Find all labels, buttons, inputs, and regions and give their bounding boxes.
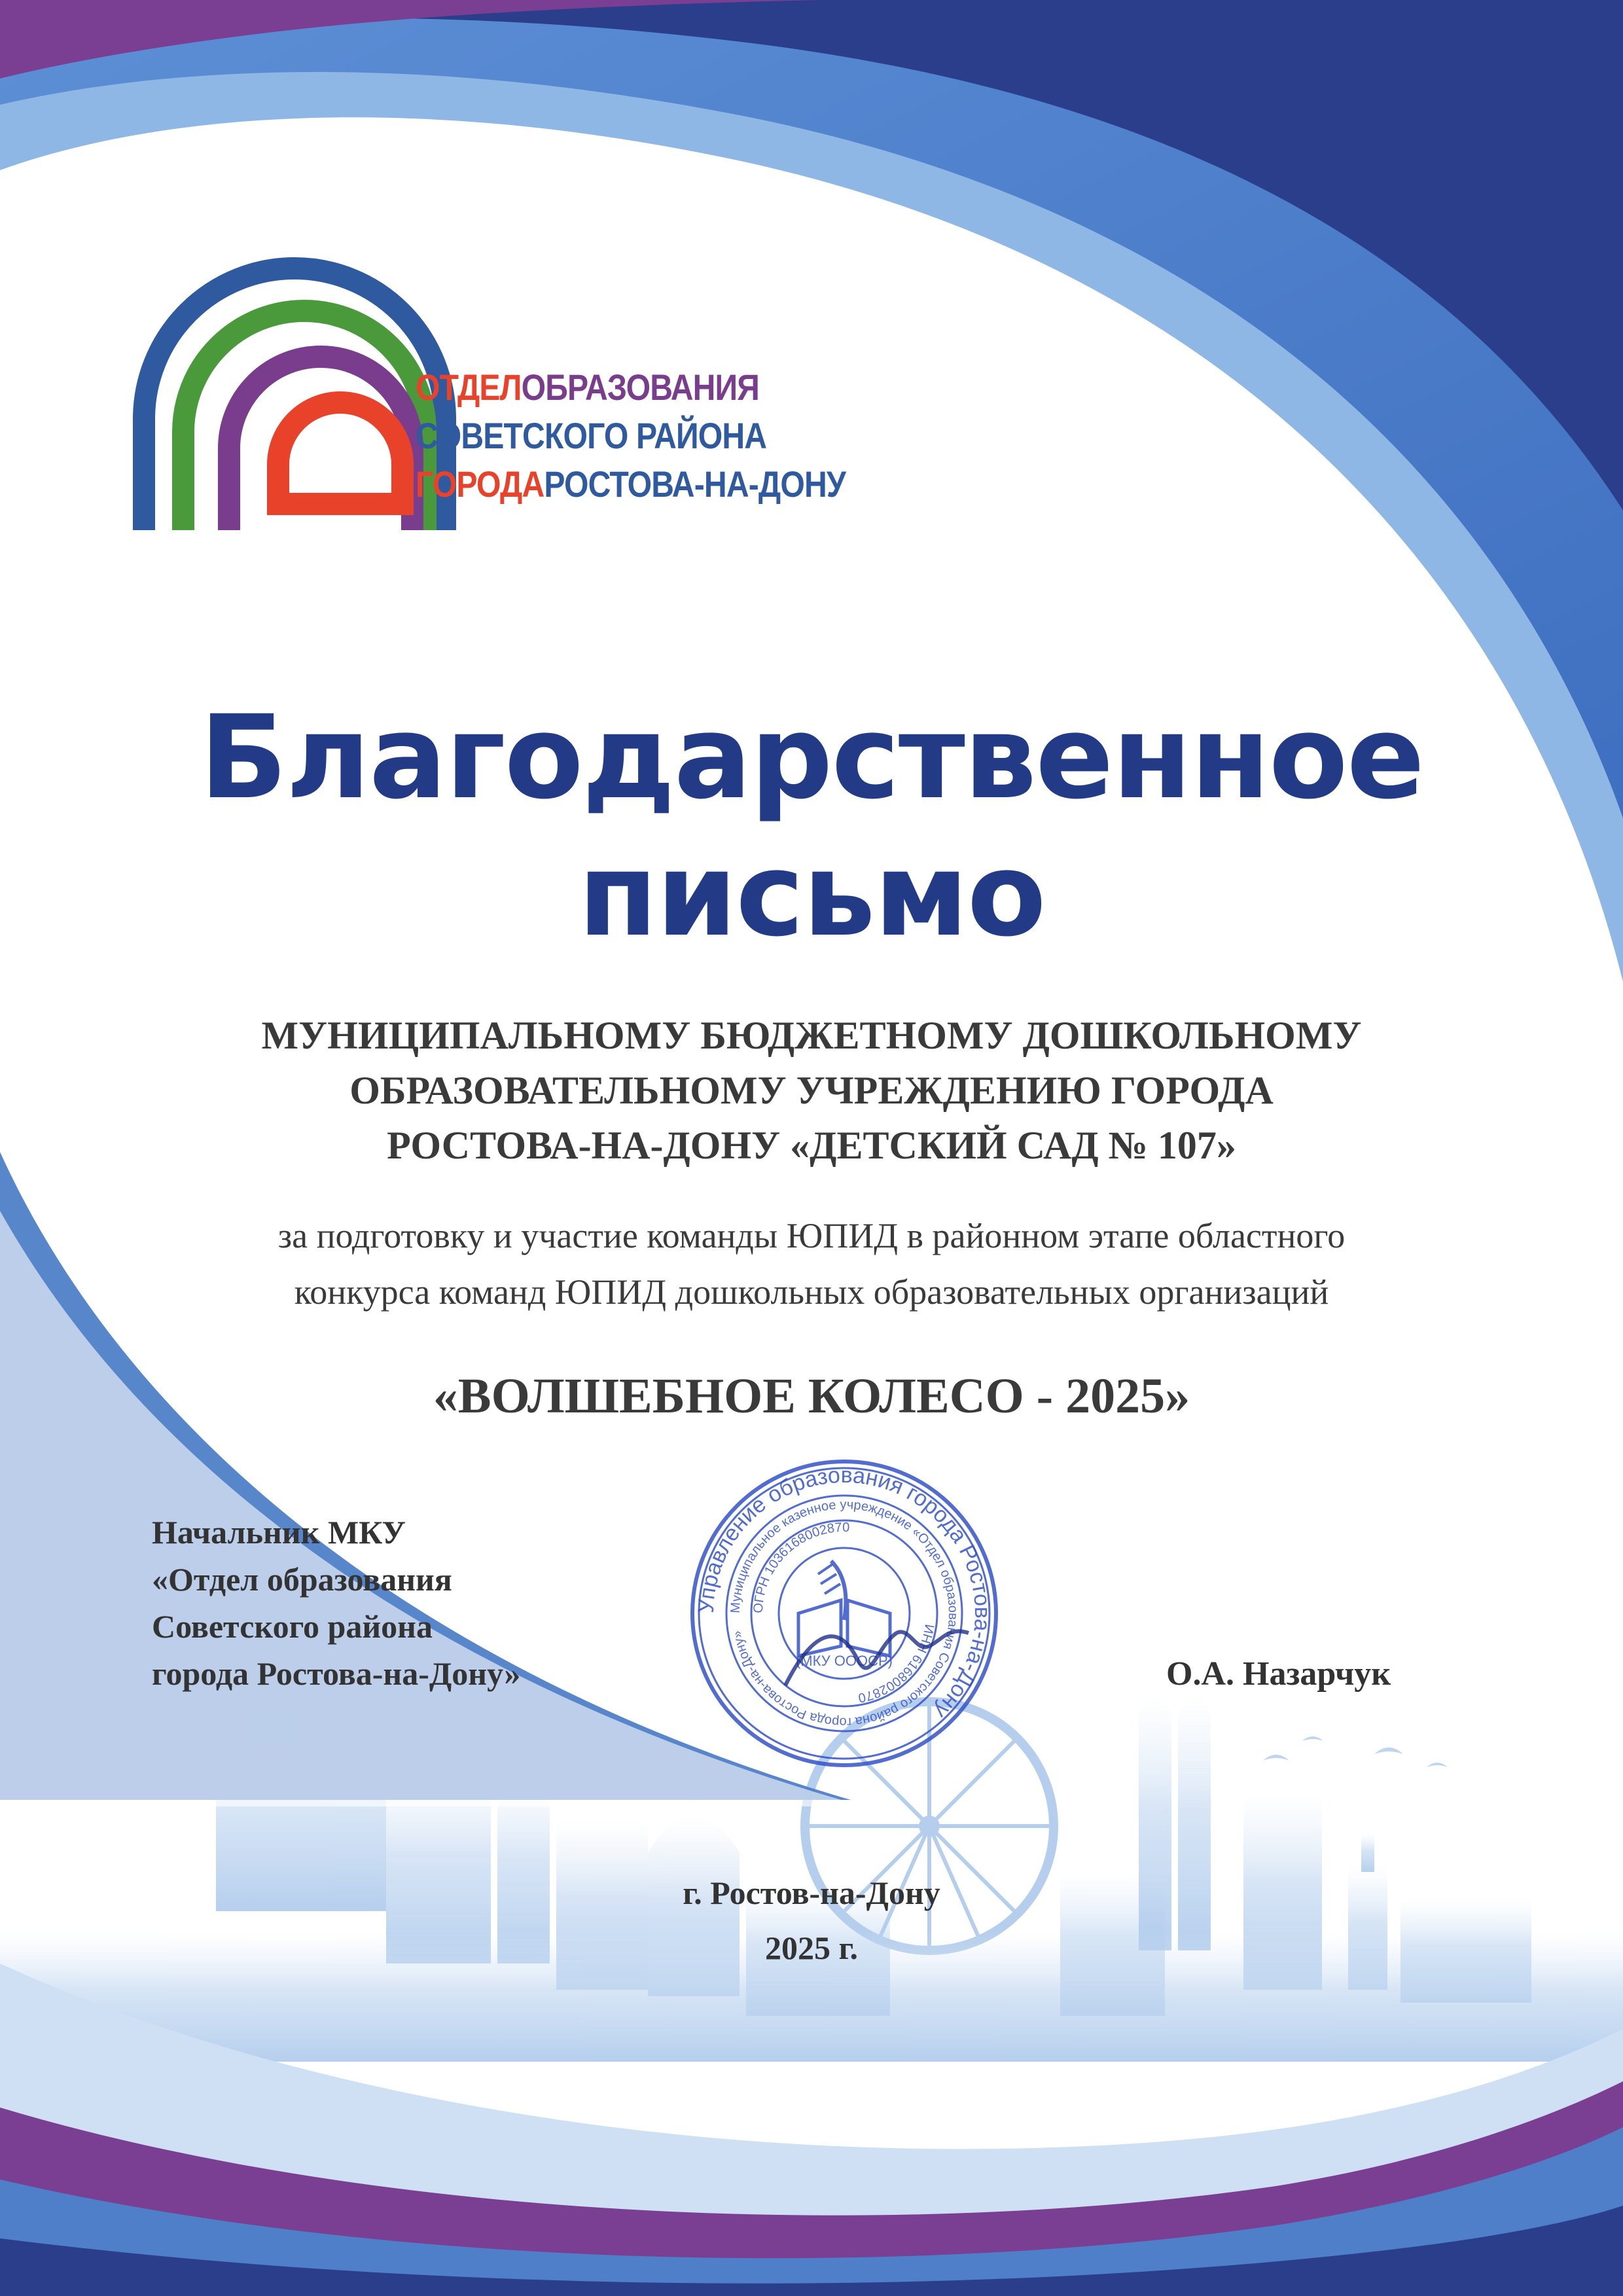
footer-city: г. Ростов-на-Дону xyxy=(683,1874,940,1911)
reason-line-2: конкурса команд ЮПИД дошкольных образовательных организаций xyxy=(294,1272,1329,1312)
stamp-outer-text: Управление образования города Ростова-на-Дону xyxy=(693,1462,995,1724)
recipient-line-3: РОСТОВА-НА-ДОНУ «ДЕТСКИЙ САД № 107» xyxy=(387,1124,1236,1167)
title-line-1: Благодарственное xyxy=(199,691,1424,825)
signer-name: О.А. Назарчук xyxy=(1166,1655,1391,1693)
logo-text xyxy=(416,363,846,509)
official-stamp xyxy=(681,1450,1008,1777)
reason xyxy=(0,1208,1623,1320)
logo-line-3: ГОРОДАРОСТОВА-НА-ДОНУ xyxy=(416,463,846,505)
recipient-line-2: ОБРАЗОВАТЕЛЬНОМУ УЧРЕЖДЕНИЮ ГОРОДА xyxy=(349,1069,1274,1112)
logo-line-1: ОТДЕЛОБРАЗОВАНИЯ xyxy=(416,367,760,408)
stamp-ogrn-text: ОГРН 1036168002870 xyxy=(751,1520,850,1614)
recipient-line-1: МУНИЦИПАЛЬНОМУ БЮДЖЕТНОМУ ДОШКОЛЬНОМУ xyxy=(261,1014,1362,1057)
stamp-short-name: (МКУ ОООСР) xyxy=(795,1653,893,1669)
footer xyxy=(0,1865,1623,1975)
signer-line-2: «Отдел образования xyxy=(152,1561,452,1598)
signer-line-4: города Ростова-на-Дону» xyxy=(152,1655,521,1692)
stamp-inn-text: ИНН 6168002870 xyxy=(857,1623,936,1706)
stamp-inner-text: Муниципальное казенное учреждение «Отдел образования Советского района города Ростова-на-Дону» xyxy=(728,1497,961,1730)
signer-line-1: Начальник МКУ xyxy=(152,1514,406,1551)
footer-year: 2025 г. xyxy=(764,1929,859,1966)
recipient xyxy=(0,1008,1623,1173)
logo-line-2: СОВЕТСКОГО РАЙОНА xyxy=(416,415,767,456)
signer-block xyxy=(152,1509,520,1697)
contest-name: «ВОЛШЕБНОЕ КОЛЕСО - 2025» xyxy=(433,1369,1190,1424)
reason-line-1: за подготовку и участие команды ЮПИД в районном этапе областного xyxy=(277,1216,1346,1255)
signer-line-3: Советского района xyxy=(152,1608,433,1645)
title-line-2: письмо xyxy=(578,828,1045,962)
